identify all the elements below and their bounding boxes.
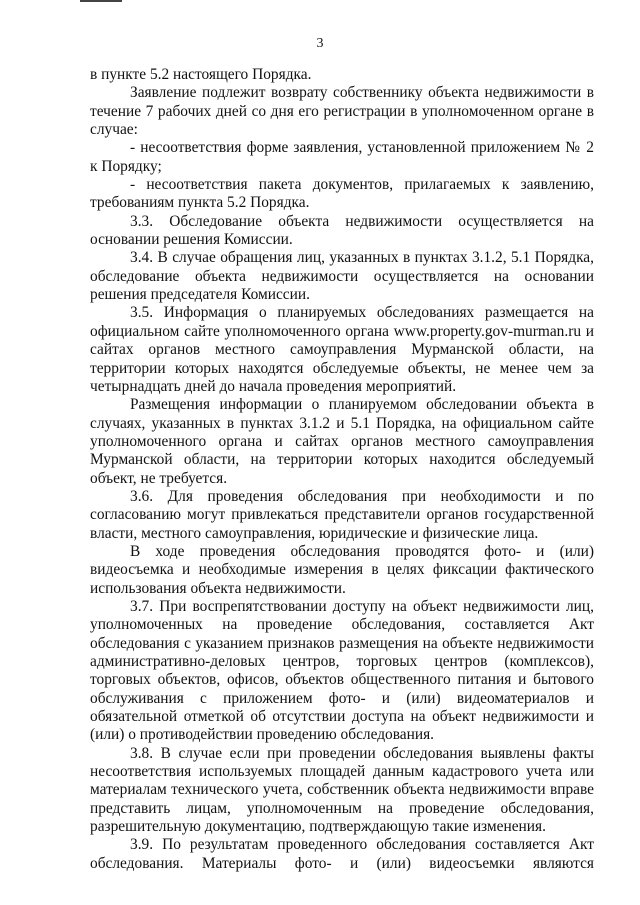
top-edge-mark	[80, 0, 122, 2]
paragraph-continuation: в пункте 5.2 настоящего Порядка.	[90, 66, 312, 83]
paragraph-3-7: 3.7. При воспрепятствовании доступу на объект недвижимости лиц, уполномоченных на проведение обследования, составляется Акт обследования с указанием признаков размещения на объекте недвижимости административно-деловых центров, торговых центров (комплексов), торговых объектов, офисов, объектов общественного питания и бытового обслуживания с приложением фото- и (или) видеоматериалов и обязательной отметкой об отсутствии доступа на объект недвижимости и (или) о противодействии проведению обследования.	[90, 597, 594, 744]
document-body	[90, 66, 594, 873]
paragraph-3-3: 3.3. Обследование объекта недвижимости осуществляется на основании решения Комиссии.	[90, 212, 594, 249]
paragraph-3-4: 3.4. В случае обращения лиц, указанных в пунктах 3.1.2, 5.1 Порядка, обследование объекта недвижимости осуществляется на основании решения председателя Комиссии.	[90, 249, 594, 304]
paragraph-3-6: 3.6. Для проведения обследования при необходимости и по согласованию могут привлекаться представители органов государственной власти, местного самоуправления, юридические и физические лица.	[90, 487, 594, 542]
paragraph-3-9: 3.9. По результатам проведенного обследования составляется Акт обследования. Материалы фото- и (или) видеосъемки являются	[90, 836, 594, 872]
list-item-form-mismatch: - несоответствия форме заявления, установленной приложением № 2 к Порядку;	[90, 139, 594, 175]
paragraph-3-8: 3.8. В случае если при проведении обследования выявлены факты несоответствия используемых площадей данным кадастрового учета или материалам технического учета, собственник объекта недвижимости вправе представить лицам, уполномоченным на проведение обследования, разрешительную документацию, подтверждающую такие изменения.	[90, 744, 594, 836]
paragraph-3-5: 3.5. Информация о планируемых обследованиях размещается на официальном сайте уполномоченного органа www.property.gov-murman.ru и сайтах органов местного самоуправления Мурманской области, на территории которых находятся обследуемые объекты, не менее чем за четырнадцать дней до начала проведения мероприятий.	[90, 304, 594, 395]
paragraph-return-conditions: Заявление подлежит возврату собственнику объекта недвижимости в течение 7 рабочих дней со дня его регистрации в уполномоченном органе в случае:	[90, 84, 594, 139]
paragraph-publication-exception: Размещения информации о планируемом обследовании объекта в случаях, указанных в пунктах 3.1.2 и 5.1 Порядка, на официальном сайте уполномоченного органа и сайтах органов местного самоуправления Мурманской области, на территории которых находится обследуемый объект, не требуется.	[90, 396, 594, 487]
list-item-documents-mismatch: - несоответствия пакета документов, прилагаемых к заявлению, требованиям пункта 5.2 Порядка.	[90, 176, 594, 212]
page-number: 3	[316, 36, 324, 51]
paragraph-photo-video: В ходе проведения обследования проводятся фото- и (или) видеосъемка и необходимые измерения в целях фиксации фактического использования объекта недвижимости.	[90, 542, 594, 597]
